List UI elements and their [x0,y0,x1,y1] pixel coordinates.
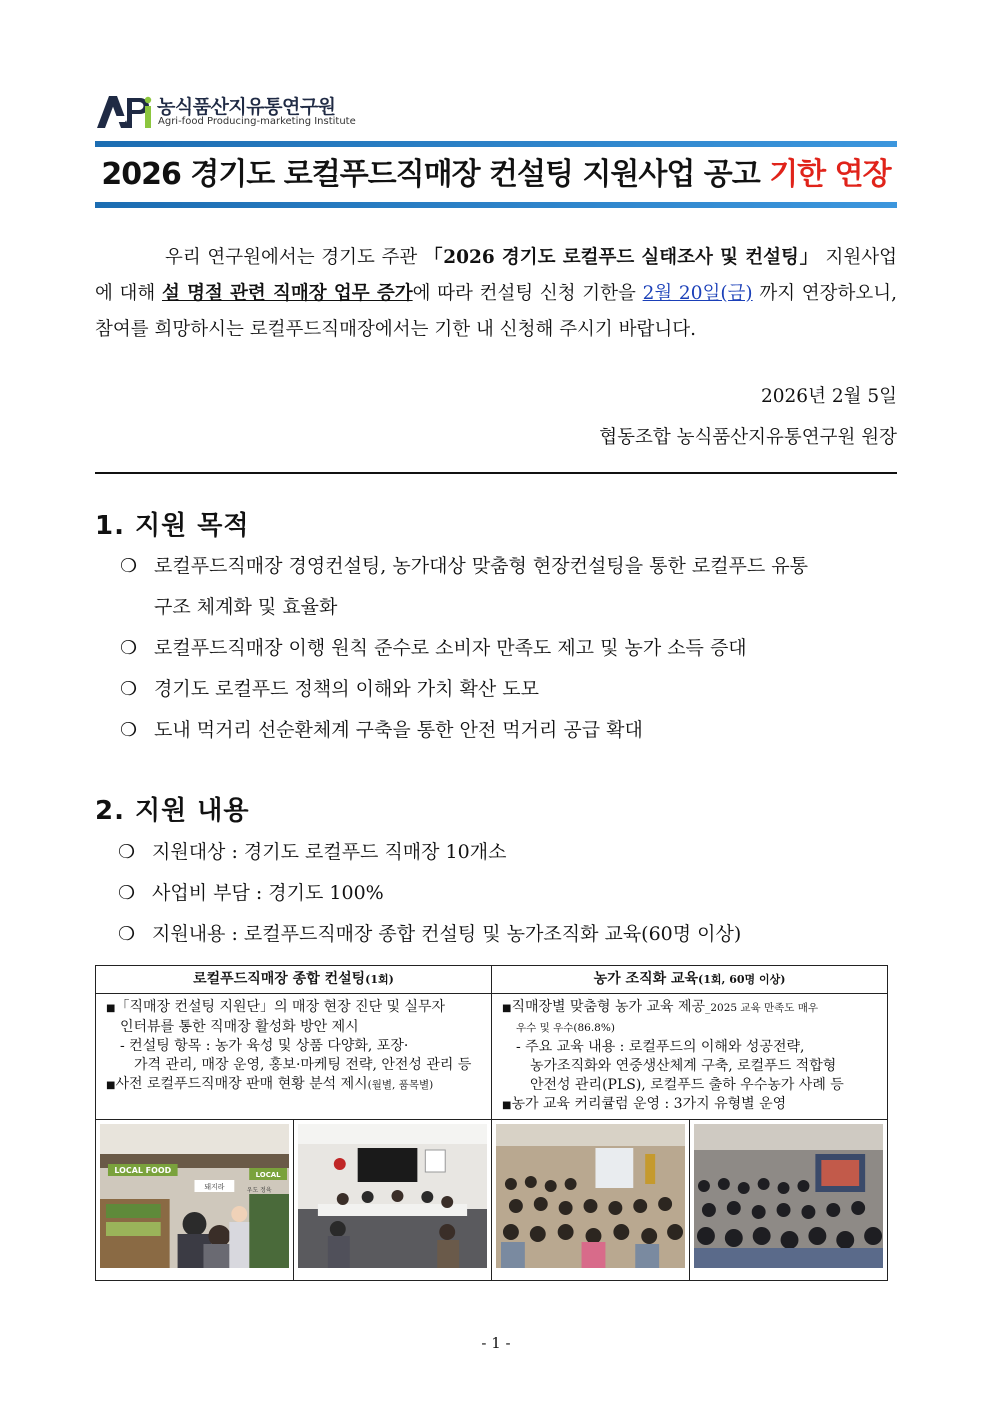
store-photo-image [100,1124,289,1268]
list-item: ❍ 경기도 로컬푸드 정책의 이해와 가치 확산 도모 [120,669,900,710]
list-item: ❍ 사업비 부담 : 경기도 100% [118,873,898,914]
deadline-date: 2월 20일(금) [642,283,753,304]
logo-mark-icon [95,92,155,130]
org-name-en: Agri-food Producing-marketing Institute [158,116,356,127]
square-bullet-icon: ■ [106,1003,116,1014]
list-item: ❍ 로컬푸드직매장 이행 원칙 준수로 소비자 만족도 제고 및 농가 소득 증대 [120,628,900,669]
meeting-photo-image [298,1124,487,1268]
intro-text-2: 지원사업에 대해 [95,247,897,304]
circle-bullet-icon: ❍ [120,555,138,577]
lecture-photo-image [496,1124,685,1268]
project-name: 「2026 경기도 로컬푸드 실태조사 및 컨설팅」 [423,247,819,268]
title-highlight: 기한 연장 [769,157,891,192]
divider [95,472,897,474]
intro-text-4: 까지 연장하오니, 참여를 희망하시는 로컬푸드직매장에서는 기한 내 신청해 주시기 바랍니다. [95,283,897,340]
page-number: - 1 - [481,1334,511,1352]
list-item: ❍ 지원내용 : 로컬푸드직매장 종합 컨설팅 및 농가조직화 교육(60명 이상) [118,914,898,955]
list-item: ❍ 로컬푸드직매장 경영컨설팅, 농가대상 맞춤형 현장컨설팅을 통한 로컬푸드 유통 [120,546,900,587]
photo-education-2 [690,1120,888,1281]
circle-bullet-icon: ❍ [118,923,136,945]
education-header: 농가 조직화 교육(1회, 60명 이상) [492,966,888,994]
list-item: ❍ 도내 먹거리 선순환체계 구축을 통한 안전 먹거리 공급 확대 [120,710,900,751]
square-bullet-icon: ■ [502,1003,512,1014]
title-main: 2026 경기도 로컬푸드직매장 컨설팅 지원사업 공고 [101,157,760,192]
svg-text:LOCAL FOOD: LOCAL FOOD [114,1165,172,1176]
support-table [95,965,888,1281]
consulting-details: ■「직매장 컨설팅 지원단」의 매장 현장 진단 및 실무자 인터뷰를 통한 직매장 활성화 방안 제시 - 컨설팅 항목 : 농가 육성 및 상품 다양화, 포장· 가격 관리, 매장 운영, 홍보·마케팅 전략, 안전성 관리 등 ■사전 로컬푸드직매장 판매 현황 분석 제시(월별, 품목별) [96,994,492,1120]
svg-text:LOCAL: LOCAL [255,1170,281,1180]
square-bullet-icon: ■ [502,1100,512,1111]
circle-bullet-icon: ❍ [118,841,136,863]
circle-bullet-icon: ❍ [120,719,138,741]
svg-text:우도 정육: 우도 정육 [246,1186,272,1195]
org-name: 농식품산지유통연구원 [157,96,336,118]
org-logo [95,92,395,132]
circle-bullet-icon: ❍ [120,678,138,700]
list-item: ❍ 지원대상 : 경기도 로컬푸드 직매장 10개소 [118,832,898,873]
notice-date: 2026년 2월 5일 [761,386,897,407]
education-details: ■직매장별 맞춤형 농가 교육 제공_2025 교육 만족도 매우 우수 및 우수(86.8%) - 주요 교육 내용 : 로컬푸드의 이해와 성공전략, 농가조직화와 연중생산체계 구축, 로컬푸드 적합형 안전성 관리(PLS), 로컬푸드 출하 우수농가 사례 등 ■농가 교육 커리큘럼 운영 : 3가지 유형별 운영 [492,994,888,1120]
section2-list [118,832,898,955]
svg-text:돼지라: 돼지라 [204,1182,225,1192]
reason-text: 설 명절 관련 직매장 업무 증가 [161,283,413,304]
circle-bullet-icon: ❍ [118,882,136,904]
photo-meeting [294,1120,492,1281]
photo-education-1 [492,1120,690,1281]
intro-paragraph [95,240,897,348]
intro-text-1: 우리 연구원에서는 경기도 주관 [165,247,424,268]
title-bottom-bar [95,202,897,208]
consulting-header: 로컬푸드직매장 종합 컨설팅(1회) [96,966,492,994]
section1-list [120,546,900,751]
list-item-continued: 구조 체계화 및 효율화 [154,596,338,618]
intro-text-3: 에 따라 컨설팅 신청 기한을 [412,283,643,304]
lecture-photo-image [694,1124,883,1268]
page-title [95,150,897,200]
circle-bullet-icon: ❍ [120,637,138,659]
photo-store [96,1120,294,1281]
notice-signer: 협동조합 농식품산지유통연구원 원장 [599,427,897,448]
section1-heading: 1. 지원 목적 [95,511,250,541]
square-bullet-icon: ■ [106,1080,116,1091]
title-top-bar [95,141,897,147]
section2-heading: 2. 지원 내용 [95,796,250,826]
